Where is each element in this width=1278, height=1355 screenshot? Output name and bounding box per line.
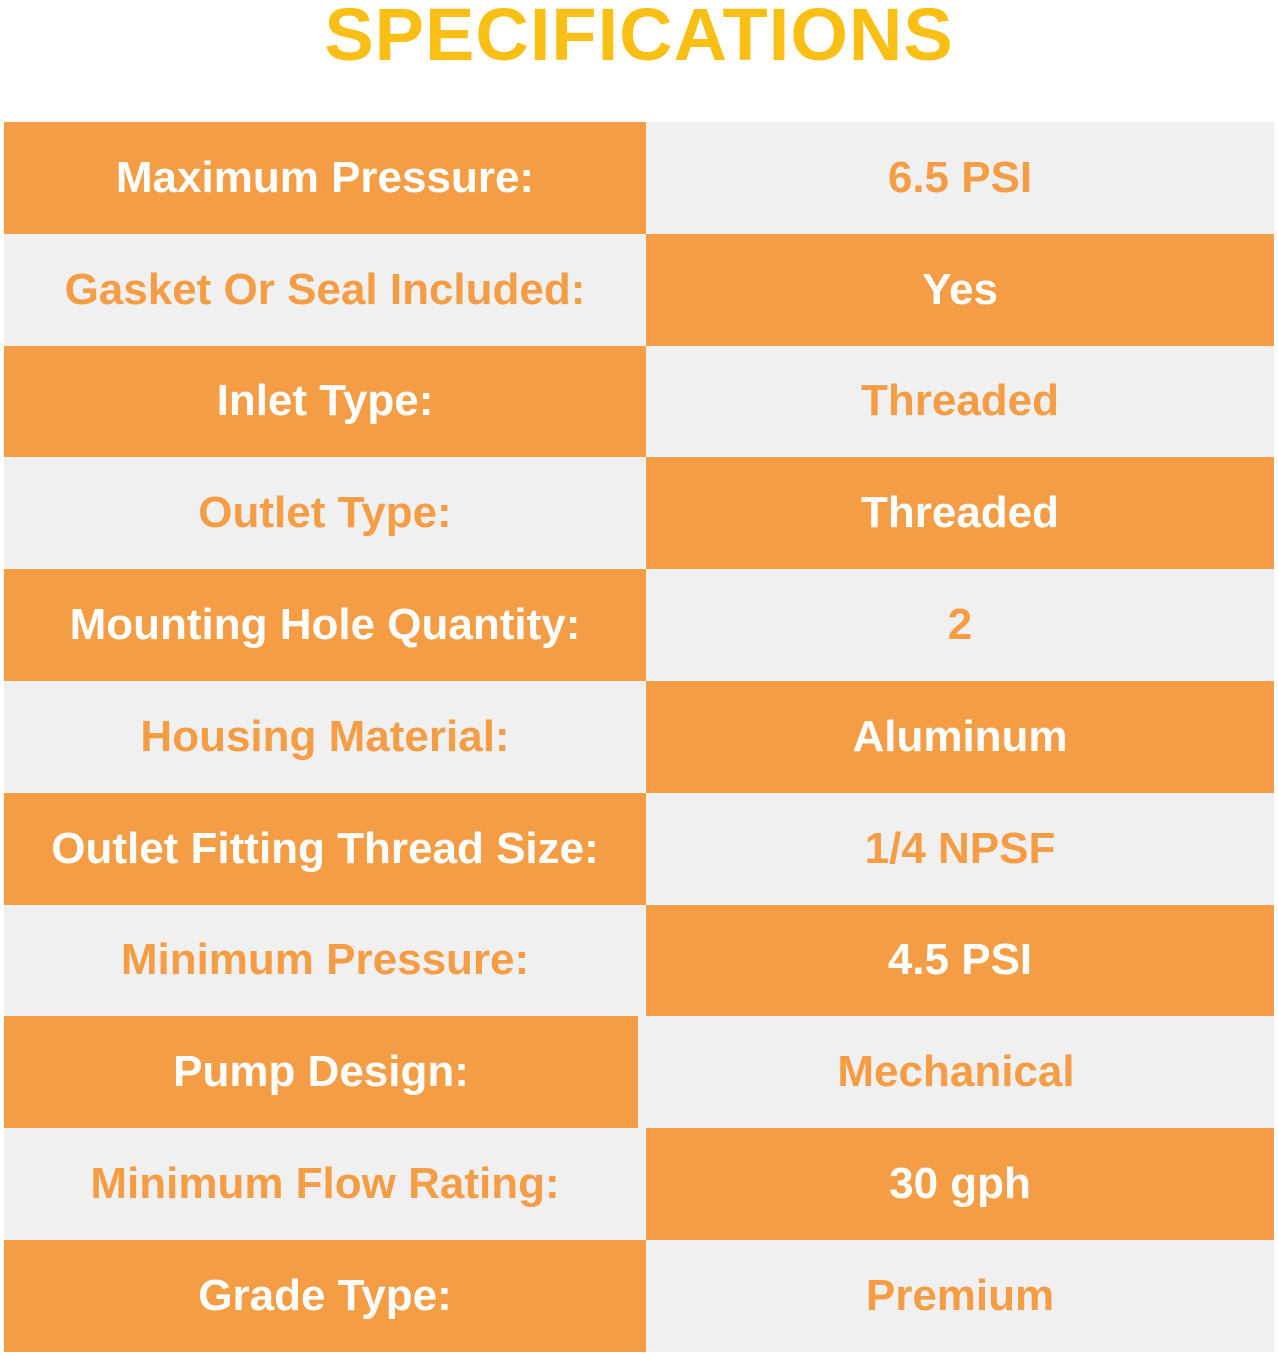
spec-label: Grade Type: [4,1240,646,1352]
spec-label: Housing Material: [4,681,646,793]
specifications-table [4,122,1274,1352]
spec-row-maximum-pressure [4,122,1274,234]
spec-label: Mounting Hole Quantity: [4,569,646,681]
spec-label: Gasket Or Seal Included: [4,234,646,346]
spec-value: 30 gph [646,1128,1274,1240]
spec-value: Threaded [646,457,1274,569]
spec-row-outlet-fitting-thread-size [4,793,1274,905]
spec-value: 6.5 PSI [646,122,1274,234]
spec-row-inlet-type [4,346,1274,458]
spec-value: Yes [646,234,1274,346]
spec-row-housing-material [4,681,1274,793]
spec-row-outlet-type [4,457,1274,569]
spec-row-mounting-hole-quantity [4,569,1274,681]
spec-row-minimum-flow-rating [4,1128,1274,1240]
spec-value: 2 [646,569,1274,681]
spec-label: Minimum Flow Rating: [4,1128,646,1240]
spec-value: 1/4 NPSF [646,793,1274,905]
spec-label: Outlet Fitting Thread Size: [4,793,646,905]
spec-label: Outlet Type: [4,457,646,569]
spec-row-pump-design [4,1016,1274,1128]
spec-row-grade-type [4,1240,1274,1352]
spec-row-minimum-pressure [4,905,1274,1017]
spec-value: Premium [646,1240,1274,1352]
spec-label: Pump Design: [4,1016,638,1128]
spec-label: Minimum Pressure: [4,905,646,1017]
spec-row-gasket-or-seal [4,234,1274,346]
spec-value: Mechanical [638,1016,1274,1128]
spec-label: Inlet Type: [4,346,646,458]
spec-value: 4.5 PSI [646,905,1274,1017]
spec-value: Aluminum [646,681,1274,793]
spec-label: Maximum Pressure: [4,122,646,234]
spec-value: Threaded [646,346,1274,458]
page-title: SPECIFICATIONS [324,0,954,76]
